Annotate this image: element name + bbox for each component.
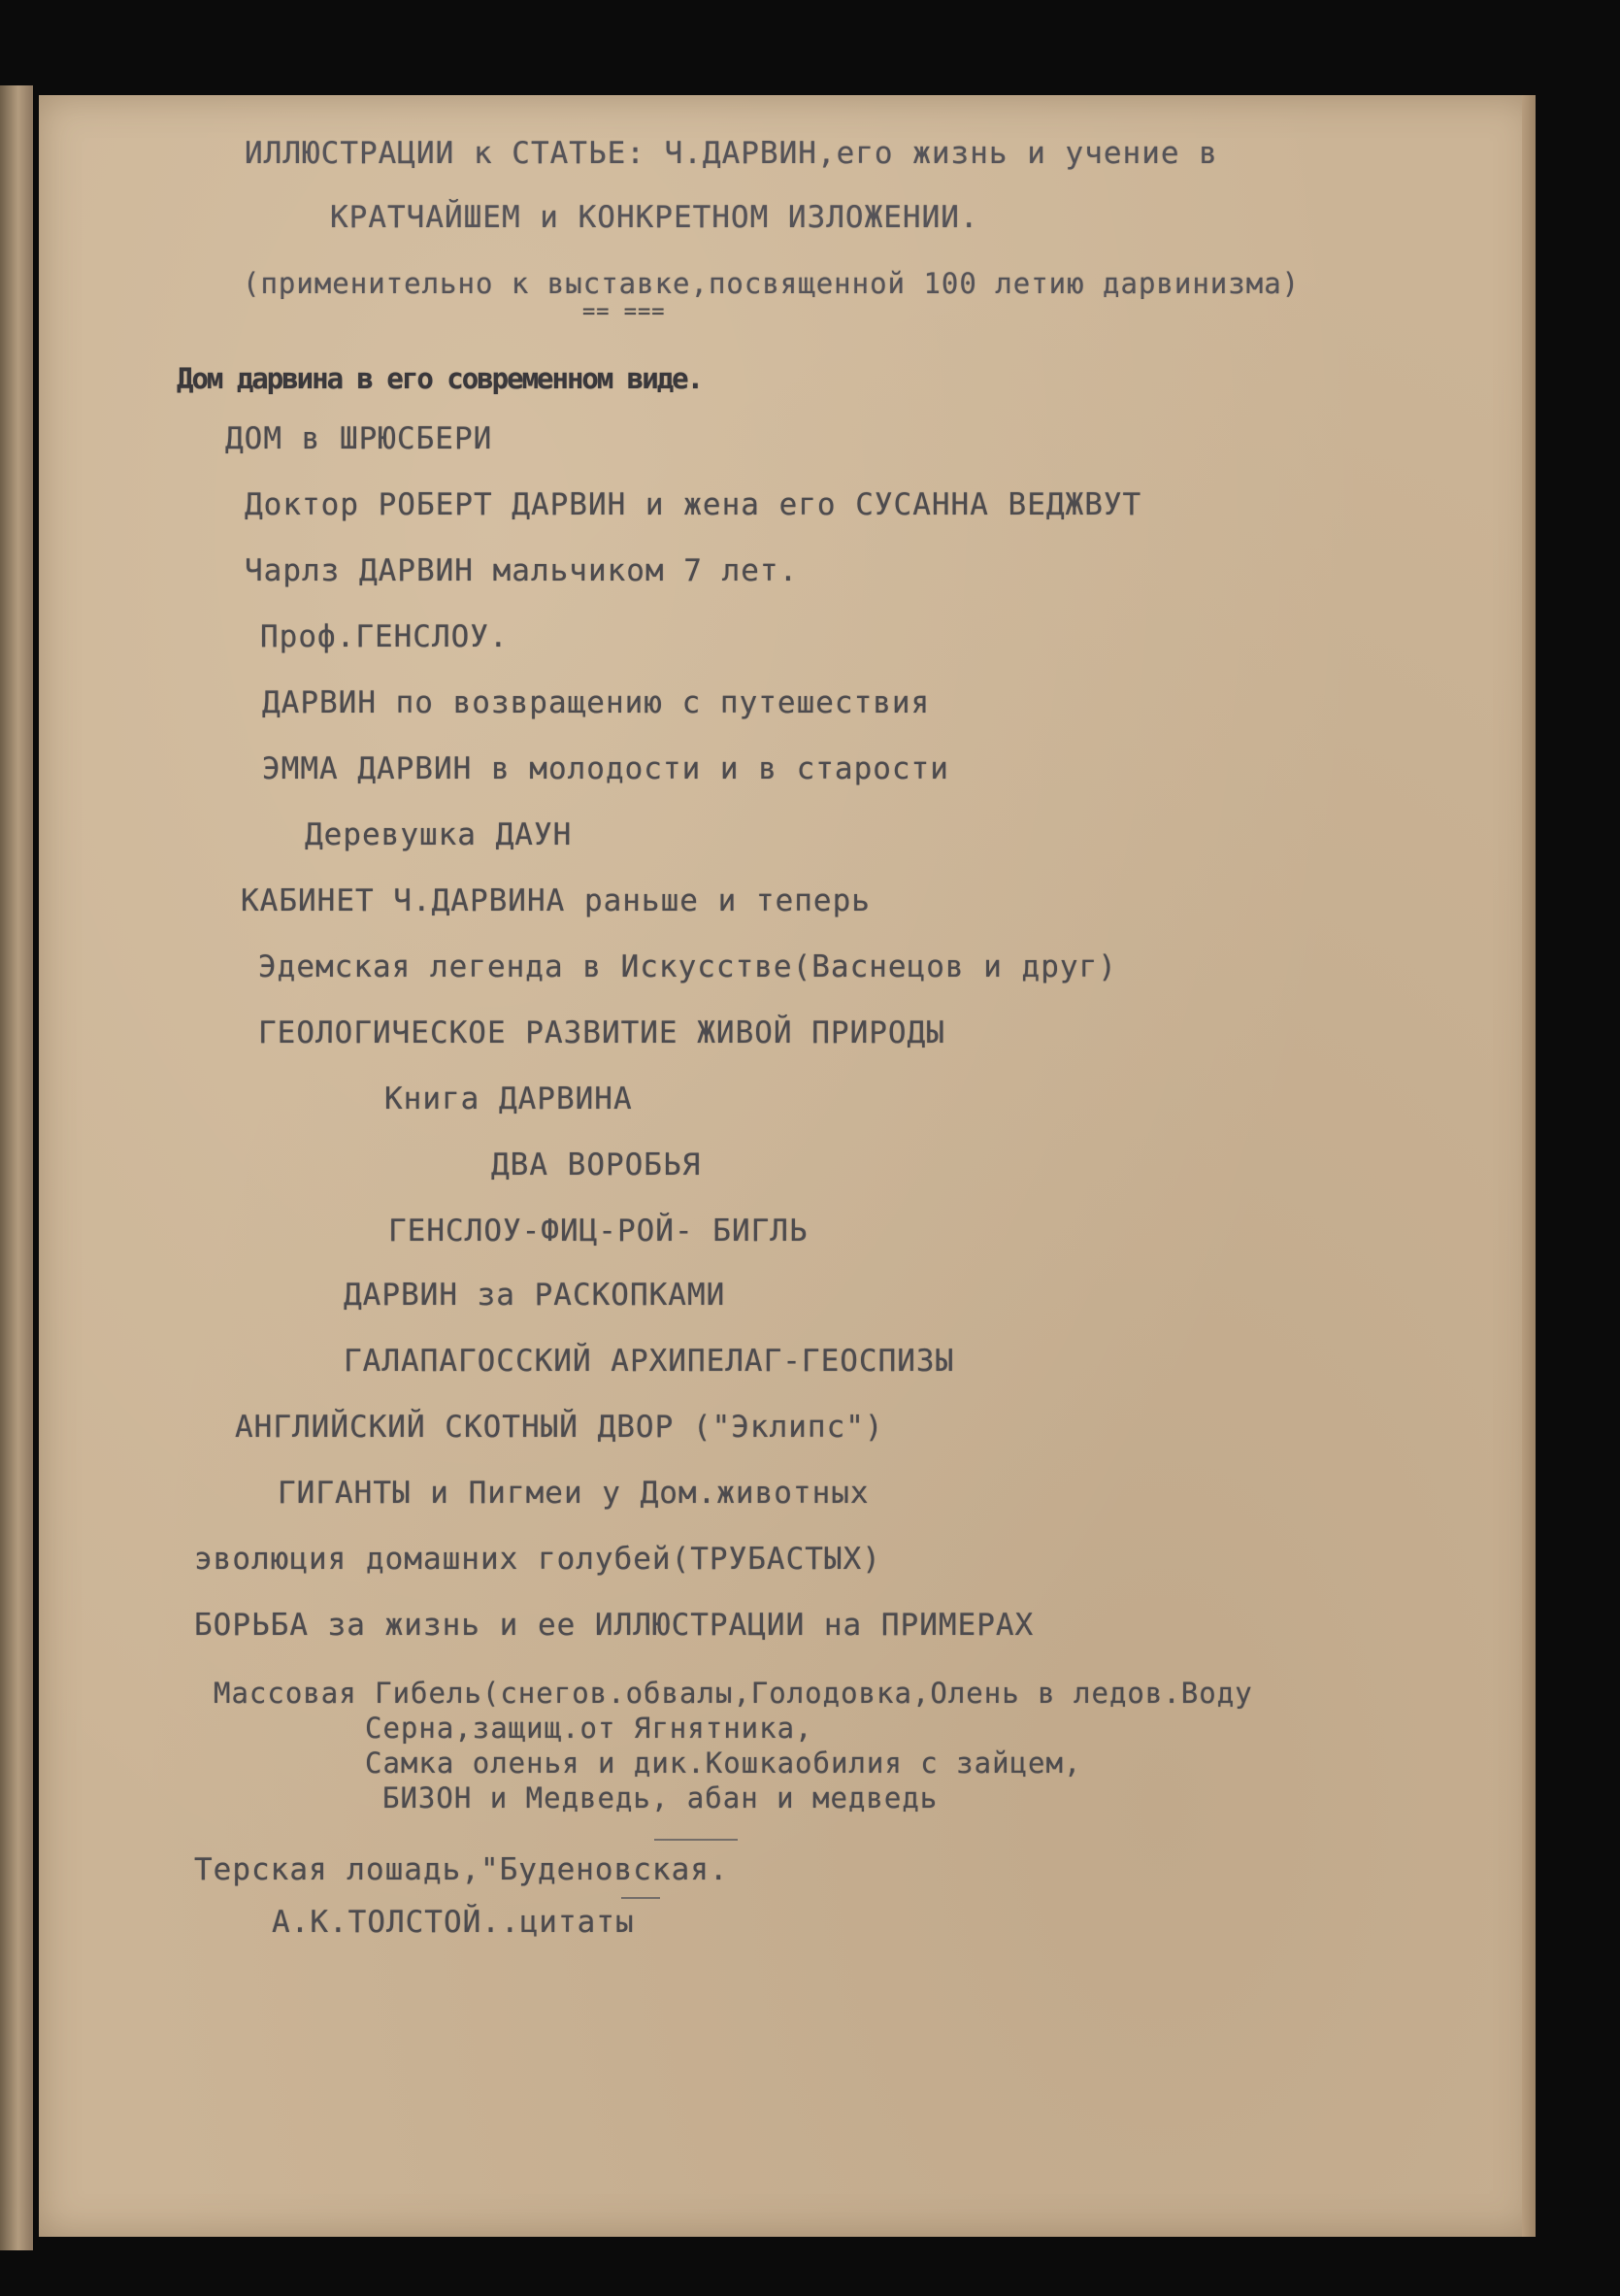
- typewritten-page: [39, 95, 1536, 2237]
- handwritten-overline: [654, 1839, 738, 1841]
- page-edge: [1522, 95, 1536, 2237]
- closing-line: Терская лошадь,"Буденовская.: [194, 1852, 729, 1887]
- list-item: Проф.ГЕНСЛОУ.: [260, 619, 509, 654]
- list-item: КАБИНЕТ Ч.ДАРВИНА раньше и теперь: [241, 883, 871, 918]
- handwritten-overline: [621, 1897, 660, 1899]
- list-item: ГИГАНТЫ и Пигмеи у Дом.животных: [278, 1476, 870, 1511]
- list-item: Эдемская легенда в Искусстве(Васнецов и друг): [258, 949, 1117, 984]
- closing-line: А.К.ТОЛСТОЙ..цитаты: [272, 1905, 635, 1940]
- list-item: ДАРВИН за РАСКОПКАМИ: [344, 1278, 726, 1313]
- list-item: ЭММА ДАРВИН в молодости и в старости: [262, 751, 949, 786]
- list-item: Чарлз ДАРВИН мальчиком 7 лет.: [245, 553, 799, 588]
- list-item: Книга ДАРВИНА: [384, 1081, 633, 1116]
- list-item: эволюция домашних голубей(ТРУБАСТЫХ): [194, 1542, 881, 1577]
- title-line-2: КРАТЧАЙШЕМ и КОНКРЕТНОМ ИЗЛОЖЕНИИ.: [330, 200, 979, 235]
- list-item: ДВА ВОРОБЬЯ: [491, 1148, 702, 1182]
- underline-marks: == ===: [582, 300, 666, 324]
- list-item: ГЕНСЛОУ-ФИЦ-РОЙ- БИГЛЬ: [388, 1214, 809, 1248]
- list-item: ГАЛАПАГОССКИЙ АРХИПЕЛАГ-ГЕОСПИЗЫ: [344, 1344, 955, 1379]
- list-item: ГЕОЛОГИЧЕСКОЕ РАЗВИТИЕ ЖИВОЙ ПРИРОДЫ: [258, 1015, 945, 1050]
- list-item: ДАРВИН по возвращению с путешествия: [262, 685, 931, 720]
- list-item: БОРЬБА за жизнь и ее ИЛЛЮСТРАЦИИ на ПРИМЕРАХ: [194, 1608, 1035, 1643]
- list-item: АНГЛИЙСКИЙ СКОТНЫЙ ДВОР ("Эклипс"): [235, 1410, 884, 1445]
- list-item: Доктор РОБЕРТ ДАРВИН и жена его СУСАННА ВЕДЖВУТ: [245, 487, 1142, 522]
- list-item: Деревушка ДАУН: [305, 817, 573, 852]
- title-line-1: ИЛЛЮСТРАЦИИ к СТАТЬЕ: Ч.ДАРВИН,его жизнь и учение в: [245, 136, 1218, 171]
- struck-out-line: Дом дарвина в его современном виде.: [177, 362, 703, 395]
- sub-list-line: Серна,защищ.от Ягнятника,: [365, 1712, 813, 1745]
- sub-list-line: Массовая Гибель(снегов.обвалы,Голодовка,Олень в ледов.Воду: [214, 1677, 1253, 1710]
- previous-page-edge: [0, 85, 33, 2250]
- sub-list-line: БИЗОН и Медведь, абан и медведь: [382, 1781, 939, 1814]
- title-line-3: (применительно к выставке,посвященной 100 летию дарвинизма): [243, 267, 1301, 300]
- sub-list-line: Самка оленья и дик.Кошкаобилия с зайцем,: [365, 1747, 1082, 1780]
- list-item: ДОМ в ШРЮСБЕРИ: [225, 421, 493, 456]
